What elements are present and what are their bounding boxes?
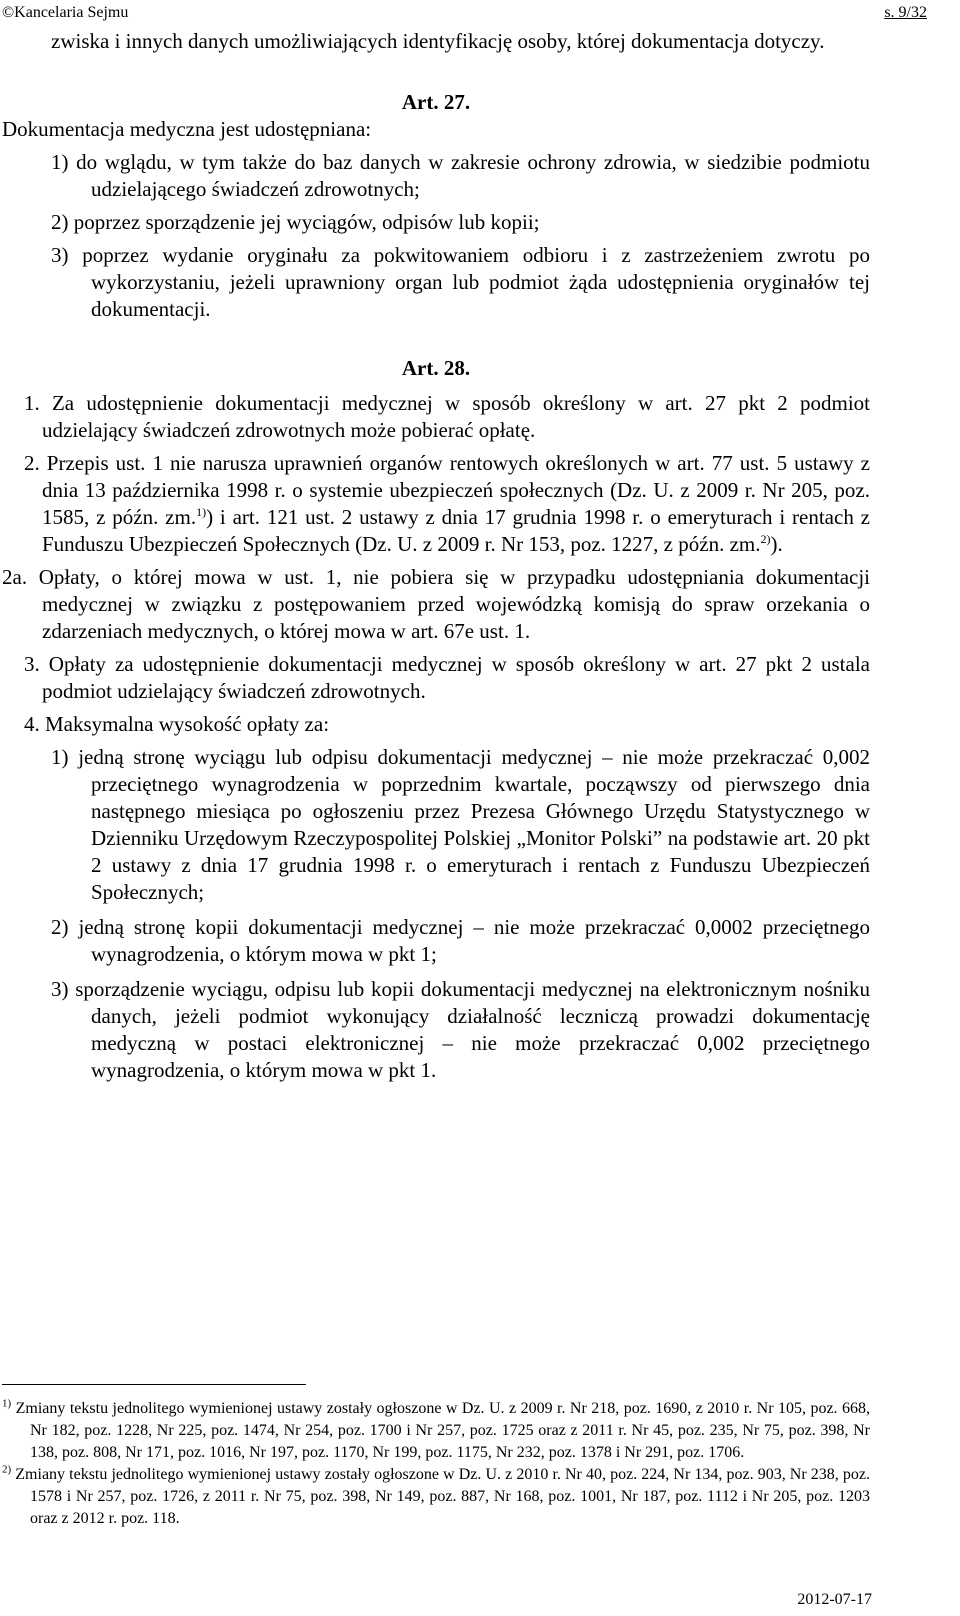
footnote-mark-1: 1) bbox=[2, 1397, 12, 1410]
footnotes bbox=[2, 1398, 870, 1530]
footnote-text-2: Zmiany tekstu jednolitego wymienionej ustawy zostały ogłoszone w Dz. U. z 2010 r. Nr 40, poz. 224, Nr 134, poz. 903, Nr 238, poz. 1578 i Nr 257, poz. 1726, z 2011 r. Nr 75, poz. 398, Nr 149, poz. 887, Nr 168, poz. 1001, Nr 187, poz. 1112 i Nr 205, poz. 1203 oraz z 2012 r. poz. 118. bbox=[15, 1466, 871, 1527]
article-27-intro: Dokumentacja medyczna jest udostępniana: bbox=[2, 117, 372, 141]
document-date: 2012-07-17 bbox=[797, 1591, 872, 1608]
article-28-ust-1: 1. Za udostępnienie dokumentacji medycznej w sposób określony w art. 27 pkt 2 podmiot udzielający świadczeń zdrowotnych może pobierać opłatę. bbox=[24, 391, 870, 442]
article-28-ust-2 bbox=[2, 450, 870, 558]
footnote-1 bbox=[2, 1398, 870, 1464]
document-body bbox=[2, 28, 870, 1084]
article-27-item-3: 3) poprzez wydanie oryginału za pokwitowaniem odbioru i z zastrzeżeniem zwrotu po wykorzystaniu, jeżeli uprawniony organ lub podmiot żąda udostępnienia oryginałów tej dokumentacji. bbox=[51, 243, 870, 321]
article-28-heading: Art. 28. bbox=[401, 356, 471, 380]
article-27-item-2: 2) poprzez sporządzenie jej wyciągów, odpisów lub kopii; bbox=[51, 210, 540, 234]
ust-4-item-1: 1) jedną stronę wyciągu lub odpisu dokumentacji medycznej – nie może przekraczać 0,002 przeciętnego wynagrodzenia w poprzednim kwartale, począwszy od pierwszego dnia następnego miesiąca po ogłoszeniu przez Prezesa Głównego Urzędu Statystycznego w Dzienniku Urzędowym Rzeczypospolitej Polskiej „Monitor Polski” na podstawie art. 20 pkt 2 ustawy z dnia 17 grudnia 1998 r. o emeryturach i rentach z Funduszu Ubezpieczeń Społecznych; bbox=[51, 745, 870, 904]
continued-paragraph: zwiska i innych danych umożliwiających identyfikację osoby, której dokumentacja dotyczy. bbox=[51, 29, 825, 53]
footnote-ref-1[interactable]: 1) bbox=[196, 505, 207, 519]
footnote-mark-2: 2) bbox=[2, 1463, 12, 1476]
ust-2-text-b: ) i art. 121 ust. 2 ustawy z dnia 17 grudnia 1998 r. o emeryturach i rentach z Funduszu Ubezpieczeń Społecznych (Dz. U. z 2009 r. Nr 153, poz. 1227, z późn. zm. bbox=[42, 505, 870, 556]
ust-2-text-a: 2. Przepis ust. 1 nie narusza uprawnień organów rentowych określonych w art. 77 ust. 5 ustawy z dnia 13 października 1998 r. o systemie ubezpieczeń społecznych (Dz. U. z 2009 r. Nr 205, poz. 1585, z późn. zm. bbox=[24, 451, 870, 529]
footnote-ref-2[interactable]: 2) bbox=[760, 532, 771, 546]
article-28-ust-3: 3. Opłaty za udostępnienie dokumentacji medycznej w sposób określony w art. 27 pkt 2 ustala podmiot udzielający świadczeń zdrowotnych. bbox=[24, 652, 870, 703]
footnote-text-1: Zmiany tekstu jednolitego wymienionej ustawy zostały ogłoszone w Dz. U. z 2009 r. Nr 218, poz. 1690, z 2010 r. Nr 105, poz. 668, Nr 182, poz. 1228, Nr 225, poz. 1474, Nr 254, poz. 1700 i Nr 257, poz. 1725 oraz z 2011 r. Nr 45, poz. 235, Nr 75, poz. 398, Nr 138, poz. 808, Nr 171, poz. 1016, Nr 197, poz. 1170, Nr 199, poz. 1175, Nr 232, poz. 1378 i Nr 291, poz. 1706. bbox=[15, 1400, 871, 1461]
footnote-2 bbox=[2, 1464, 870, 1530]
footnote-separator bbox=[2, 1384, 306, 1385]
page-number[interactable] bbox=[884, 3, 927, 23]
article-27-heading: Art. 27. bbox=[401, 90, 471, 114]
ust-4-item-3: 3) sporządzenie wyciągu, odpisu lub kopii dokumentacji medycznej na elektronicznym nośniku danych, jeżeli podmiot wykonujący działalność leczniczą prowadzi dokumentację medyczną w postaci elektronicznej – nie może przekraczać 0,002 przeciętnego wynagrodzenia, o którym mowa w pkt 1. bbox=[51, 977, 870, 1082]
article-27-item-1: 1) do wglądu, w tym także do baz danych w zakresie ochrony zdrowia, w siedzibie podmiotu udzielającego świadczeń zdrowotnych; bbox=[51, 150, 870, 201]
article-28-ust-4: 4. Maksymalna wysokość opłaty za: bbox=[24, 712, 330, 736]
ust-2-text-c: ). bbox=[770, 532, 783, 556]
publisher-label: ©Kancelaria Sejmu bbox=[2, 4, 129, 21]
page-number-link[interactable]: s. 9/32 bbox=[884, 4, 927, 21]
ust-4-item-2: 2) jedną stronę kopii dokumentacji medycznej – nie może przekraczać 0,0002 przeciętnego wynagrodzenia, o którym mowa w pkt 1; bbox=[51, 915, 870, 966]
article-28-ust-2a: 2a. Opłaty, o której mowa w ust. 1, nie pobiera się w przypadku udostępniania dokumentacji medycznej w związku z postępowaniem przed wojewódzką komisją do spraw orzekania o zdarzeniach medycznych, o której mowa w art. 67e ust. 1. bbox=[2, 565, 870, 643]
